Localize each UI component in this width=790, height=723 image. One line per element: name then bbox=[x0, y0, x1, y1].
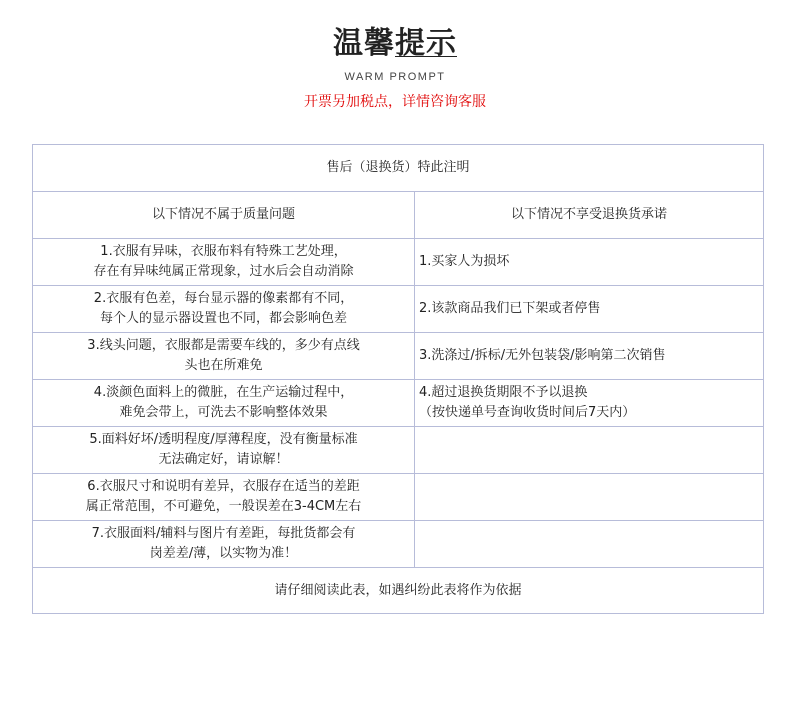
no-return-cell bbox=[415, 474, 764, 521]
table-header-row bbox=[33, 192, 764, 239]
not-quality-issue-cell bbox=[33, 521, 415, 568]
table-footer-note: 请仔细阅读此表，如遇纠纷此表将作为依据 bbox=[33, 568, 764, 614]
cell-line: 头也在所难免 bbox=[184, 358, 263, 373]
no-return-cell bbox=[415, 521, 764, 568]
cell-line: 每个人的显示器设置也不同，都会影响色差 bbox=[99, 311, 347, 326]
cell-line: 存在有异味纯属正常现象，过水后会自动消除 bbox=[93, 264, 354, 279]
table-row bbox=[33, 521, 764, 568]
table-title: 售后（退换货）特此注明 bbox=[33, 145, 764, 192]
not-quality-issue-cell bbox=[33, 239, 415, 286]
table-row bbox=[33, 286, 764, 333]
table-row bbox=[33, 333, 764, 380]
not-quality-issue-cell bbox=[33, 474, 415, 521]
cell-line: 4.超过退换货期限不予以退换 bbox=[419, 385, 588, 400]
tax-notice: 开票另加税点，详情咨询客服 bbox=[304, 94, 486, 110]
table-row bbox=[33, 380, 764, 427]
cell-line: 2.衣服有色差，每台显示器的像素都有不同， bbox=[93, 291, 354, 306]
cell-line: 1.衣服有异味，衣服布料有特殊工艺处理， bbox=[100, 244, 347, 259]
not-quality-issue-cell bbox=[33, 380, 415, 427]
cell-line: 无法确定好，请谅解！ bbox=[158, 452, 289, 467]
cell-line: 岗差差/薄，以实物为准！ bbox=[149, 546, 298, 561]
table-footer-row bbox=[33, 568, 764, 614]
no-return-cell bbox=[415, 286, 764, 333]
cell-line: 5.面料好坏/透明程度/厚薄程度，没有衡量标准 bbox=[89, 432, 358, 447]
no-return-cell bbox=[415, 239, 764, 286]
no-return-cell bbox=[415, 427, 764, 474]
cell-line: 3.线头问题，衣服都是需要车线的，多少有点线 bbox=[87, 338, 360, 353]
cell-line: 7.衣服面料/辅料与图片有差距，每批货都会有 bbox=[91, 526, 356, 541]
cell-line: 2.该款商品我们已下架或者停售 bbox=[419, 301, 601, 316]
cell-line: 属正常范围，不可避免，一般误差在3-4CM左右 bbox=[85, 499, 362, 514]
cell-line: 4.淡颜色面料上的微脏，在生产运输过程中， bbox=[93, 385, 354, 400]
title-part-2: 提示 bbox=[395, 26, 457, 61]
cell-line: 1.买家人为损坏 bbox=[419, 254, 510, 269]
header bbox=[0, 0, 790, 130]
not-quality-issue-cell bbox=[33, 286, 415, 333]
column-header-not-quality-issue: 以下情况不属于质量问题 bbox=[33, 192, 415, 239]
title-part-1: 温馨 bbox=[333, 26, 395, 61]
table-title-row bbox=[33, 145, 764, 192]
cell-line: 6.衣服尺寸和说明有差异，衣服存在适当的差距 bbox=[87, 479, 360, 494]
cell-line: （按快递单号查询收货时间后7天内） bbox=[419, 405, 636, 420]
column-header-no-return: 以下情况不享受退换货承诺 bbox=[415, 192, 764, 239]
cell-line: 3.洗涤过/拆标/无外包装袋/影响第二次销售 bbox=[419, 348, 666, 363]
after-sales-policy-table bbox=[32, 144, 764, 614]
no-return-cell bbox=[415, 380, 764, 427]
not-quality-issue-cell bbox=[33, 333, 415, 380]
table-row bbox=[33, 239, 764, 286]
not-quality-issue-cell bbox=[33, 427, 415, 474]
no-return-cell bbox=[415, 333, 764, 380]
table-row bbox=[33, 427, 764, 474]
page-subtitle: WARM PROMPT bbox=[344, 71, 446, 83]
table-row bbox=[33, 474, 764, 521]
page-title bbox=[0, 18, 790, 62]
cell-line: 难免会带上，可洗去不影响整体效果 bbox=[119, 405, 328, 420]
